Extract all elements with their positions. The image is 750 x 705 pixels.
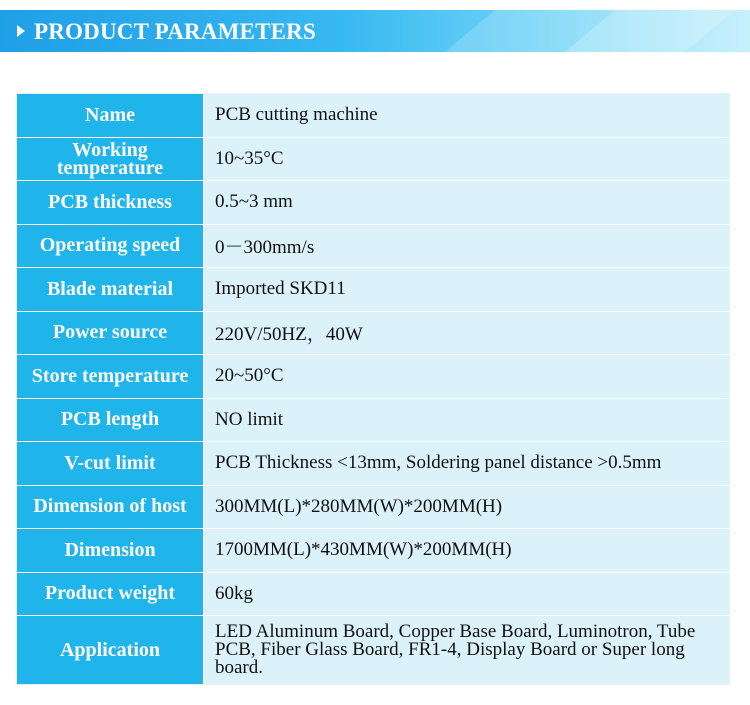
- table-row: [17, 355, 729, 399]
- param-value: 1700MM(L)*430MM(W)*200MM(H): [215, 539, 512, 561]
- section-header-banner: [0, 10, 750, 52]
- table-row: [17, 181, 729, 225]
- param-value: 220V/50HZ，40W: [215, 324, 363, 346]
- param-label: Dimension: [17, 529, 204, 572]
- table-row: [17, 442, 729, 486]
- parameters-table: [16, 93, 730, 685]
- play-arrow-icon: [17, 25, 25, 37]
- param-value: 60kg: [215, 582, 253, 604]
- param-label: Store temperature: [17, 355, 204, 398]
- param-value: 0－300mm/s: [215, 237, 315, 259]
- param-label: Blade material: [17, 268, 204, 311]
- param-value: 10~35°C: [215, 147, 284, 169]
- param-value: NO limit: [215, 408, 284, 430]
- table-row: [17, 312, 729, 356]
- param-value: 20~50°C: [215, 365, 284, 387]
- table-row: [17, 573, 729, 617]
- table-row: [17, 138, 729, 182]
- param-label: Dimension of host: [17, 486, 204, 529]
- param-value: 300MM(L)*280MM(W)*200MM(H): [215, 495, 503, 517]
- table-row: [17, 486, 729, 530]
- param-value: 0.5~3 mm: [215, 191, 293, 213]
- param-label: Working temperature: [17, 138, 204, 181]
- table-row: [17, 399, 729, 443]
- table-row: [17, 94, 729, 138]
- table-row: [17, 616, 729, 684]
- section-title: PRODUCT PARAMETERS: [34, 19, 316, 44]
- table-row: [17, 225, 729, 269]
- table-row: [17, 529, 729, 573]
- table-row: [17, 268, 729, 312]
- param-value: PCB cutting machine: [215, 104, 378, 126]
- param-label: V-cut limit: [17, 442, 204, 485]
- param-value: Imported SKD11: [215, 278, 346, 300]
- param-label: Name: [17, 94, 204, 137]
- param-label: Operating speed: [17, 225, 204, 268]
- param-label: Product weight: [17, 573, 204, 616]
- param-value: PCB Thickness <13mm, Soldering panel distance >0.5mm: [215, 452, 662, 474]
- param-label: Power source: [17, 312, 204, 355]
- param-label: Application: [17, 616, 204, 684]
- param-label: PCB length: [17, 399, 204, 442]
- param-label: PCB thickness: [17, 181, 204, 224]
- param-value: LED Aluminum Board, Copper Base Board, Luminotron, Tube PCB, Fiber Glass Board, FR1-4, Display Board or Super long board.: [215, 621, 696, 678]
